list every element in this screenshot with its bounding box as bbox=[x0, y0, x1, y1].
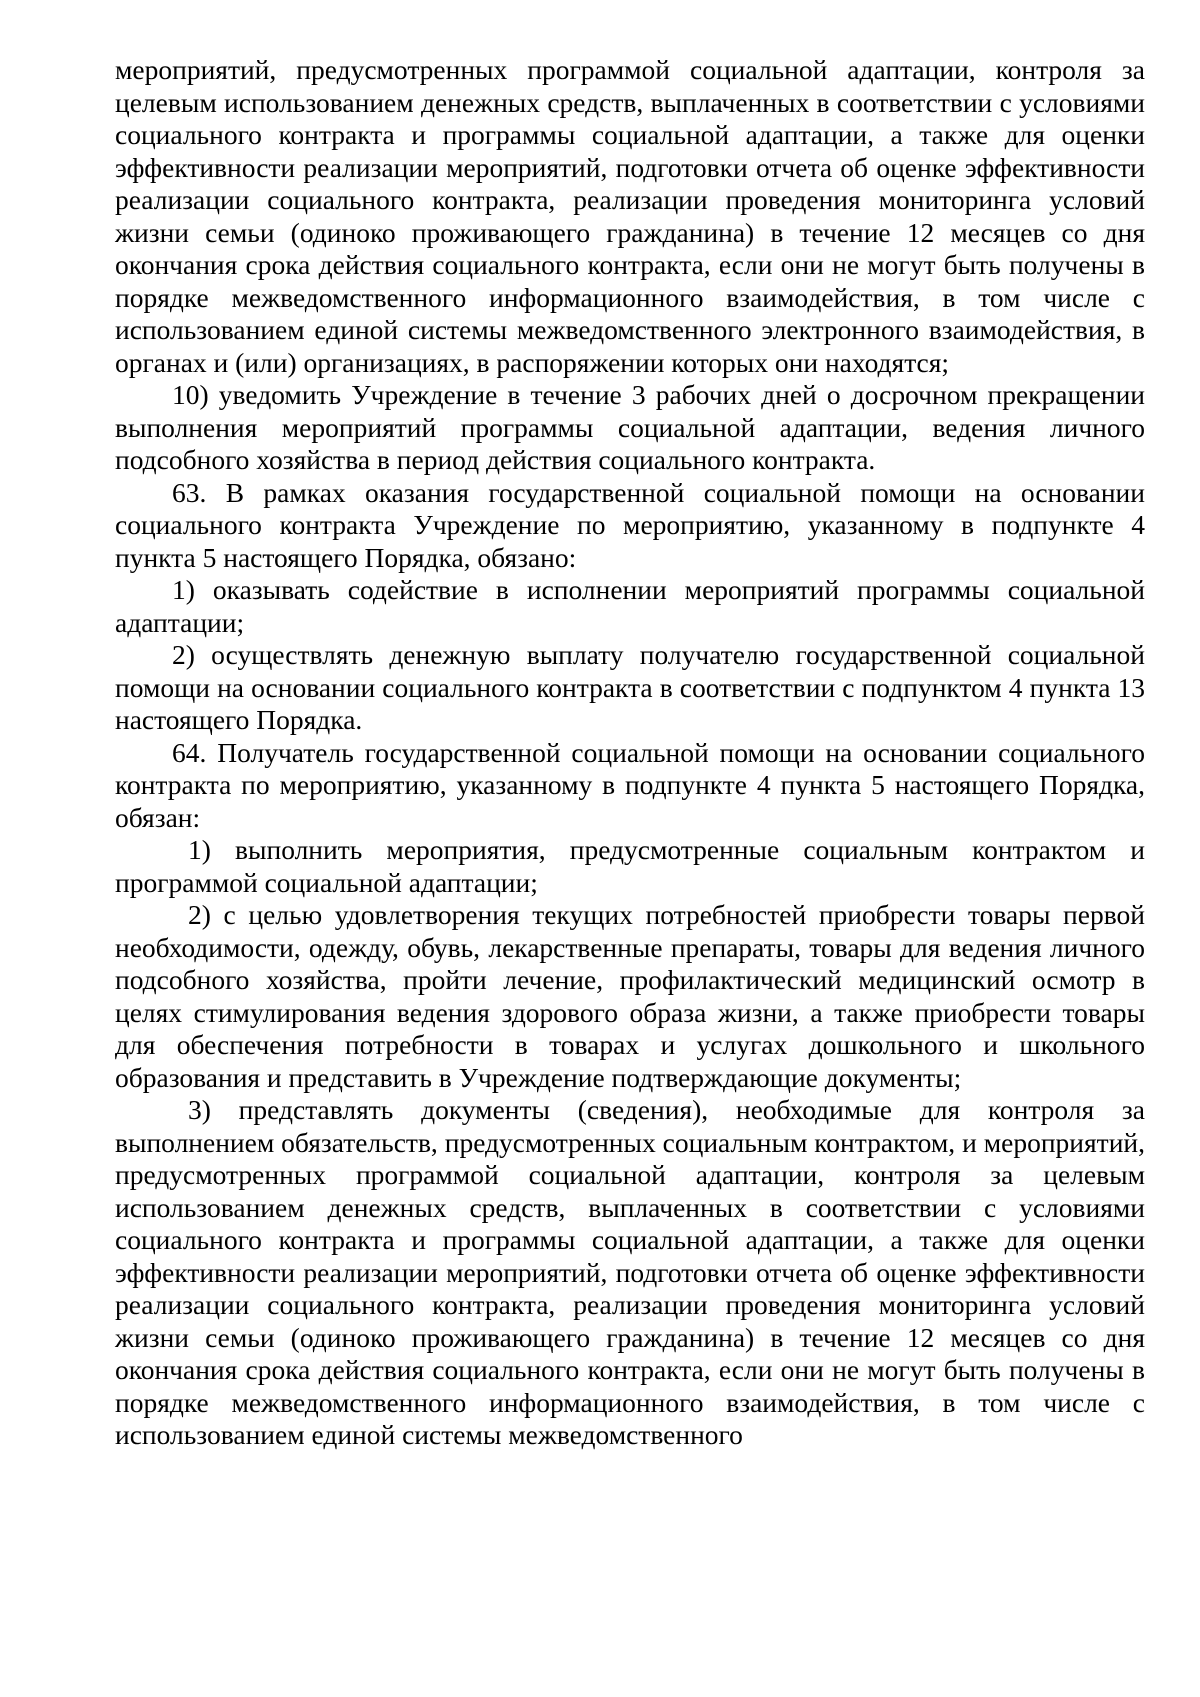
paragraph-section-64: 64. Получатель государственной социальной помощи на основании социального контракта по мероприятию, указанному в подпункте 4 пункта 5 настоящего Порядка, обязан: bbox=[115, 736, 1145, 833]
paragraph-64-item-2: 2) с целью удовлетворения текущих потребностей приобрести товары первой необходимости, одежду, обувь, лекарственные препараты, товары для ведения личного подсобного хозяйства, пройти лечение, профилактический медицинский осмотр в целях стимулирования ведения здорового образа жизни, а также приобрести товары для обеспечения потребности в товарах и услугах дошкольного и школьного образования и представить в Учреждение подтверждающие документы; bbox=[115, 899, 1145, 1093]
paragraph-63-item-2: 2) осуществлять денежную выплату получателю государственной социальной помощи на основании социального контракта в соответствии с подпунктом 4 пункта 13 настоящего Порядка. bbox=[115, 639, 1145, 735]
paragraph-item-10: 10) уведомить Учреждение в течение 3 рабочих дней о досрочном прекращении выполнения мероприятий программы социальной адаптации, ведения личного подсобного хозяйства в период действия социального контракта. bbox=[115, 379, 1145, 475]
paragraph-continuation: мероприятий, предусмотренных программой социальной адаптации, контроля за целевым использованием денежных средств, выплаченных в соответствии с условиями социального контракта и программы социальной адаптации, а также для оценки эффективности реализации мероприятий, подготовки отчета об оценке эффективности реализации социального контракта, реализации проведения мониторинга условий жизни семьи (одиноко проживающего гражданина) в течение 12 месяцев со дня окончания срока действия социального контракта, если они не могут быть получены в порядке межведомственного информационного взаимодействия, в том числе с использованием единой системы межведомственного электронного взаимодействия, в органах и (или) организациях, в распоряжении которых они находятся; bbox=[115, 54, 1145, 378]
paragraph-section-63: 63. В рамках оказания государственной социальной помощи на основании социального контракта Учреждение по мероприятию, указанному в подпункте 4 пункта 5 настоящего Порядка, обязано: bbox=[115, 476, 1145, 573]
document-page bbox=[115, 54, 1145, 1452]
paragraph-63-item-1: 1) оказывать содействие в исполнении мероприятий программы социальной адаптации; bbox=[115, 574, 1145, 638]
paragraph-64-item-1: 1) выполнить мероприятия, предусмотренные социальным контрактом и программой социальной адаптации; bbox=[115, 834, 1145, 898]
paragraph-64-item-3: 3) представлять документы (сведения), необходимые для контроля за выполнением обязательств, предусмотренных социальным контрактом, и мероприятий, предусмотренных программой социальной адаптации, контроля за целевым использованием денежных средств, выплаченных в соответствии с условиями социального контракта и программы социальной адаптации, а также для оценки эффективности реализации мероприятий, подготовки отчета об оценке эффективности реализации социального контракта, реализации проведения мониторинга условий жизни семьи (одиноко проживающего гражданина) в течение 12 месяцев со дня окончания срока действия социального контракта, если они не могут быть получены в порядке межведомственного информационного взаимодействия, в том числе с использованием единой системы межведомственного bbox=[115, 1094, 1145, 1450]
